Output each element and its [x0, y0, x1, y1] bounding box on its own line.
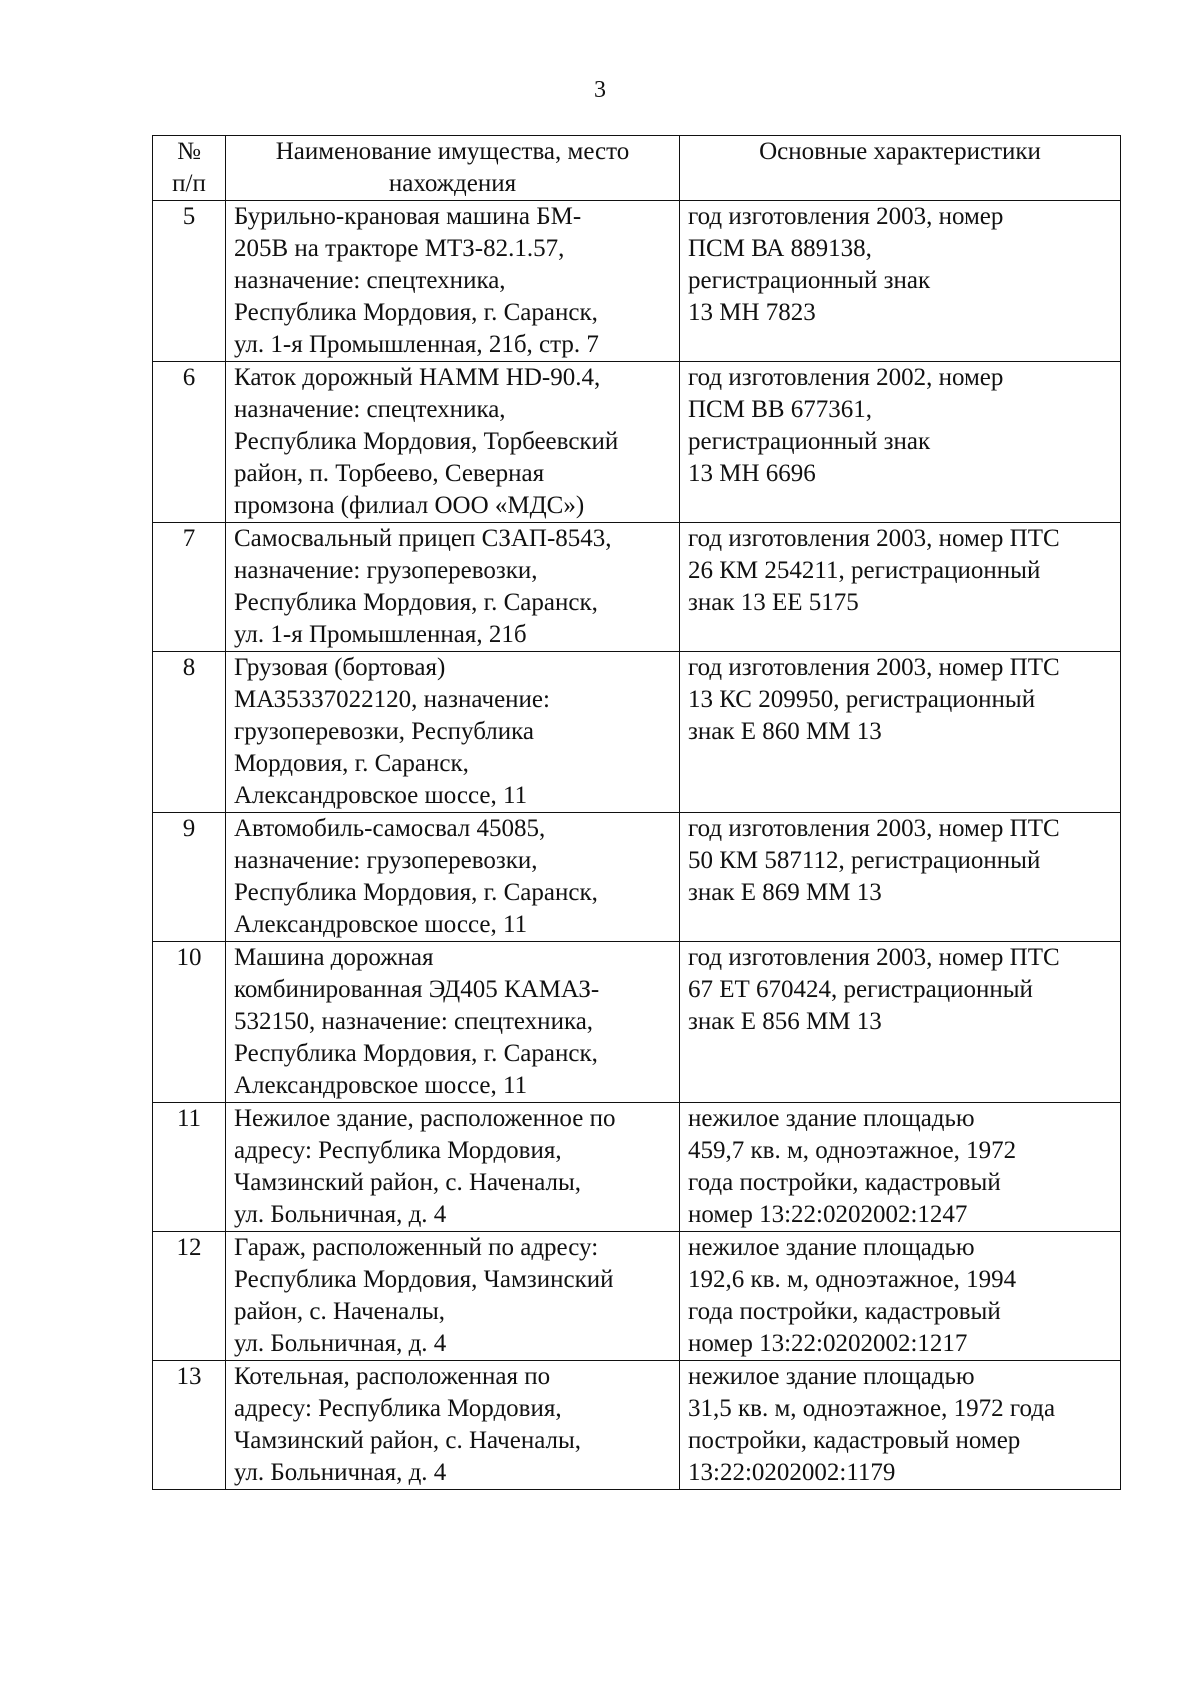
- table-row: [153, 1361, 1121, 1490]
- table-row: [153, 201, 1121, 362]
- row-property-name: Котельная, расположенная по адресу: Республика Мордовия, Чамзинский район, с. Наченалы, ул. Больничная, д. 4: [226, 1361, 680, 1490]
- row-property-name: Гараж, расположенный по адресу: Республика Мордовия, Чамзинский район, с. Наченалы, ул. Больничная, д. 4: [226, 1232, 680, 1361]
- table-row: [153, 652, 1121, 813]
- row-characteristics: год изготовления 2003, номер ПТС 26 КМ 254211, регистрационный знак 13 ЕЕ 5175: [680, 523, 1121, 652]
- table-row: [153, 1103, 1121, 1232]
- row-property-name: Самосвальный прицеп СЗАП-8543, назначение: грузоперевозки, Республика Мордовия, г. Саранск, ул. 1-я Промышленная, 21б: [226, 523, 680, 652]
- row-characteristics: год изготовления 2003, номер ПТС 50 КМ 587112, регистрационный знак Е 869 ММ 13: [680, 813, 1121, 942]
- row-characteristics: нежилое здание площадью 31,5 кв. м, одноэтажное, 1972 года постройки, кадастровый номер 13:22:0202002:1179: [680, 1361, 1121, 1490]
- row-characteristics: год изготовления 2002, номер ПСМ ВВ 677361, регистрационный знак 13 МН 6696: [680, 362, 1121, 523]
- row-number: 13: [153, 1361, 226, 1490]
- row-number: 12: [153, 1232, 226, 1361]
- row-property-name: Нежилое здание, расположенное по адресу: Республика Мордовия, Чамзинский район, с. Наченалы, ул. Больничная, д. 4: [226, 1103, 680, 1232]
- row-property-name: Машина дорожная комбинированная ЭД405 КАМАЗ- 532150, назначение: спецтехника, Республика Мордовия, г. Саранск, Александровское шоссе, 11: [226, 942, 680, 1103]
- row-characteristics: год изготовления 2003, номер ПСМ ВА 889138, регистрационный знак 13 МН 7823: [680, 201, 1121, 362]
- row-number: 9: [153, 813, 226, 942]
- table-row: [153, 523, 1121, 652]
- table-row: [153, 362, 1121, 523]
- table-row: [153, 813, 1121, 942]
- table-header-row: [153, 136, 1121, 201]
- page-number: 3: [594, 77, 606, 103]
- row-property-name: Каток дорожный НАММ HD-90.4, назначение: спецтехника, Республика Мордовия, Торбеевский район, п. Торбеево, Северная промзона (филиал ООО «МДС»): [226, 362, 680, 523]
- row-characteristics: нежилое здание площадью 192,6 кв. м, одноэтажное, 1994 года постройки, кадастровый номер 13:22:0202002:1217: [680, 1232, 1121, 1361]
- row-number: 7: [153, 523, 226, 652]
- table-row: [153, 1232, 1121, 1361]
- row-property-name: Автомобиль-самосвал 45085, назначение: грузоперевозки, Республика Мордовия, г. Саранск, Александровское шоссе, 11: [226, 813, 680, 942]
- row-number: 10: [153, 942, 226, 1103]
- row-number: 5: [153, 201, 226, 362]
- header-property-name: Наименование имущества, место нахождения: [226, 136, 680, 201]
- header-number: № п/п: [153, 136, 226, 201]
- row-characteristics: год изготовления 2003, номер ПТС 13 КС 209950, регистрационный знак Е 860 ММ 13: [680, 652, 1121, 813]
- row-property-name: Грузовая (бортовая) МАЗ5337022120, назначение: грузоперевозки, Республика Мордовия, г. Саранск, Александровское шоссе, 11: [226, 652, 680, 813]
- row-number: 8: [153, 652, 226, 813]
- property-table: [152, 135, 1121, 1490]
- row-number: 11: [153, 1103, 226, 1232]
- header-characteristics: Основные характеристики: [680, 136, 1121, 201]
- row-property-name: Бурильно-крановая машина БМ- 205В на тракторе МТЗ-82.1.57, назначение: спецтехника, Республика Мордовия, г. Саранск, ул. 1-я Промышленная, 21б, стр. 7: [226, 201, 680, 362]
- row-characteristics: год изготовления 2003, номер ПТС 67 ЕТ 670424, регистрационный знак Е 856 ММ 13: [680, 942, 1121, 1103]
- row-characteristics: нежилое здание площадью 459,7 кв. м, одноэтажное, 1972 года постройки, кадастровый номер 13:22:0202002:1247: [680, 1103, 1121, 1232]
- table-row: [153, 942, 1121, 1103]
- row-number: 6: [153, 362, 226, 523]
